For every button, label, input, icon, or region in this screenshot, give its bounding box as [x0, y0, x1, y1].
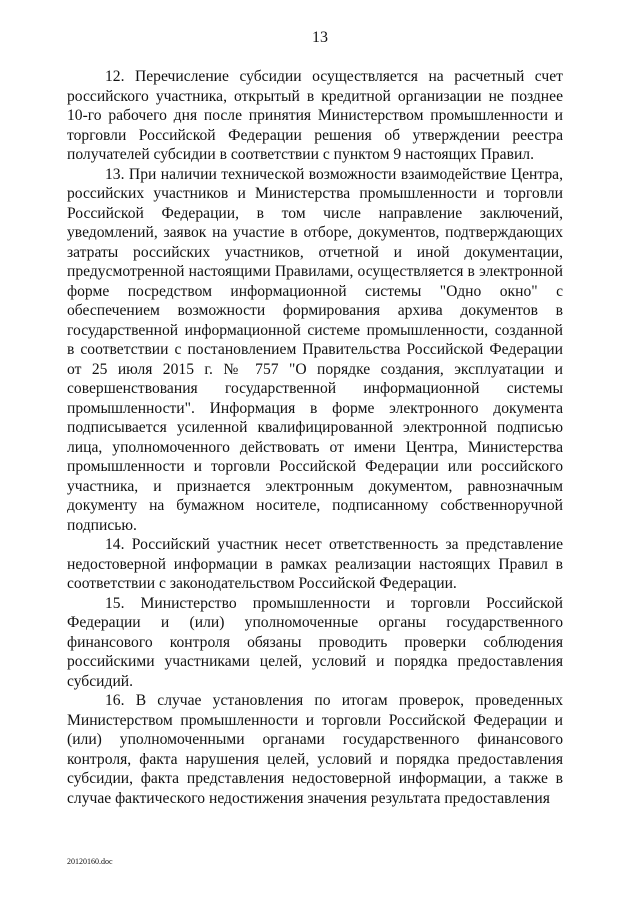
paragraph-15: 15. Министерство промышленности и торговли Российской Федерации и (или) уполномоченные органы государственного финансового контроля обязаны проводить проверки соблюдения российскими участниками целей, условий и порядка предоставления субсидий.: [67, 594, 563, 690]
paragraph-16: 16. В случае установления по итогам проверок, проведенных Министерством промышленности и торговли Российской Федерации и (или) уполномоченными органами государственного финансового контроля, факта нарушения целей, условий и порядка предоставления субсидии, факта представления недостоверной информации, а также в случае фактического недостижения значения результата предоставления: [67, 692, 563, 807]
paragraph-12: 12. Перечисление субсидии осуществляется на расчетный счет российского участника, открытый в кредитной организации не позднее 10-го рабочего дня после принятия Министерством промышленности и торговли Российской Федерации решения об утверждении реестра получателей субсидии в соответствии с пунктом 9 настоящих Правил.: [67, 68, 563, 163]
page-number: 13: [312, 29, 328, 46]
footer-filename: 20120160.doc: [67, 857, 113, 866]
paragraph-14: 14. Российский участник несет ответственность за представление недостоверной информации в рамках реализации настоящих Правил в соответствии с законодательством Российской Федерации.: [67, 536, 563, 592]
paragraph-13: 13. При наличии технической возможности взаимодействие Центра, российских участников и Министерства промышленности и торговли Российской Федерации, в том числе направление заключений, уведомлений, заявок на участие в отборе, документов, подтверждающих затраты российских участников, отчетной и иной документации, предусмотренной настоящими Правилами, осуществляется в электронной форме посредством информационной системы "Одно окно" с обеспечением возможности формирования архива документов в государственной информационной системе промышленности, созданной в соответствии с постановлением Правительства Российской Федерации от 25 июля 2015 г. № 757 "О порядке создания, эксплуатации и совершенствования государственной информационной системы промышленности". Информация в форме электронного документа подписывается усиленной квалифицированной электронной подписью лица, уполномоченного действовать от имени Центра, Министерства промышленности и торговли Российской Федерации или российского участника, и признается электронным документом, равнозначным документу на бумажном носителе, подписанному собственноручной подписью.: [67, 165, 563, 534]
document-body: [67, 67, 563, 808]
